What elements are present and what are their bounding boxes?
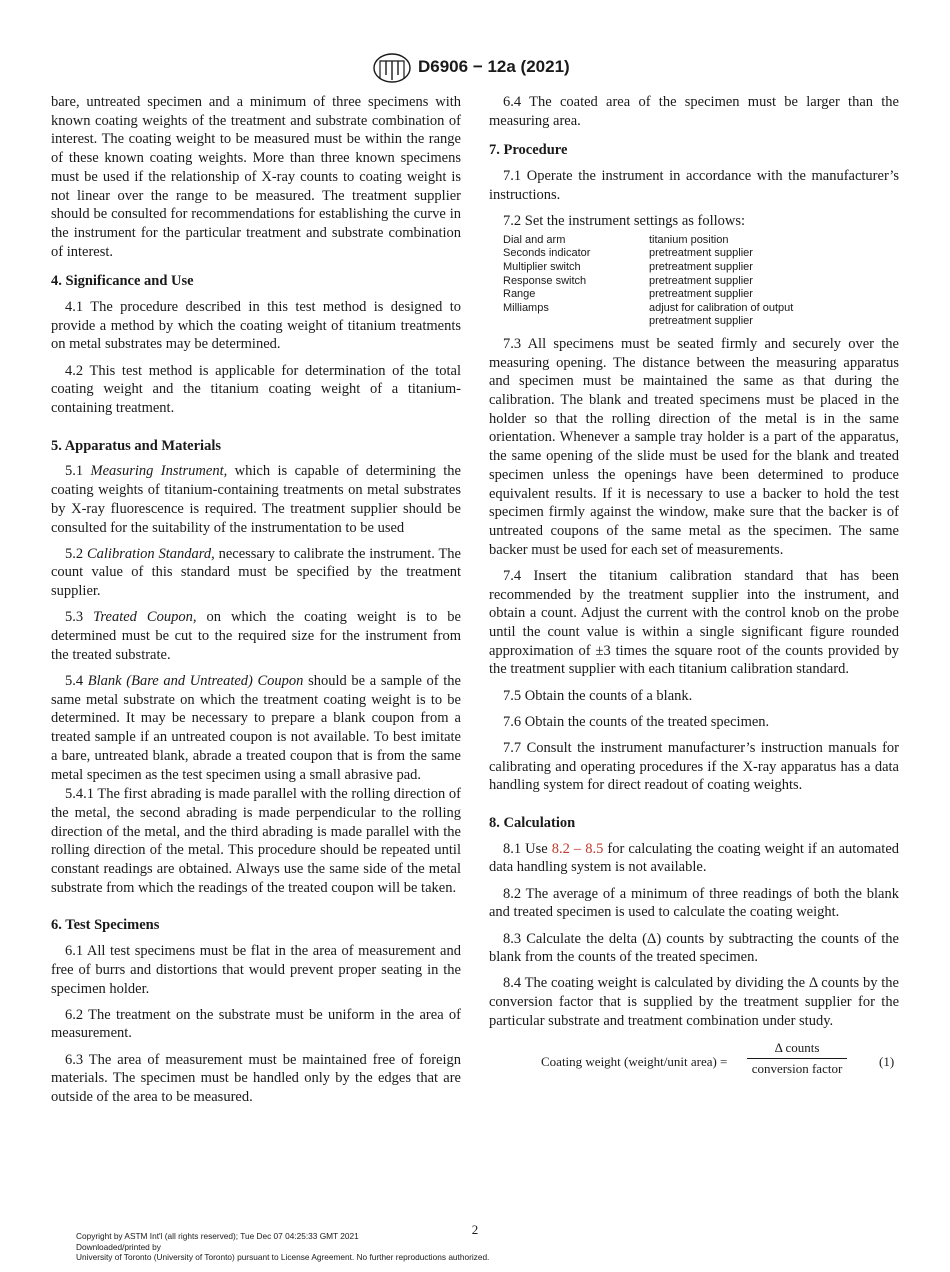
table-row: Dial and arm titanium position — [503, 233, 729, 246]
copyright-footer — [76, 1231, 489, 1263]
paragraph-6-2: 6.2 The treatment on the substrate must be uniform in the area of measurement. — [51, 1006, 461, 1042]
instrument-settings-table — [503, 234, 833, 329]
left-column — [51, 93, 461, 1114]
paragraph-4-1: 4.1 The procedure described in this test method is designed to provide a method by which the coating weight of titanium treatments on metal substrates may be determined. — [51, 299, 461, 353]
right-column — [489, 93, 899, 1079]
equation-denominator: conversion factor — [751, 1061, 843, 1077]
paragraph-5-4: 5.4 Blank (Bare and Untreated) Coupon should be a sample of the same metal substrate on which the treatment coating weight is to be determined. It may be necessary to prepare a blank coupon from a treated sample if an untreated coupon is not available. To best imitate a bare, untreated blank, abrade a treated coupon that is from the same metal specimen as the test specimen using a small abrasive pad. — [51, 672, 461, 783]
table-row: Seconds indicator pretreatment supplier — [503, 247, 753, 260]
section-4-title: 4. Significance and Use — [51, 273, 194, 290]
page-header — [0, 52, 950, 86]
paragraph-5-1: 5.1 Measuring Instrument, which is capable of determining the coating weights of titanium-containing treatments on metal substrates by X-ray fluorescence is required. The treatment supplier should be consulted for the suitability of the instrumentation to be used — [51, 463, 461, 536]
section-5-title: 5. Apparatus and Materials — [51, 437, 221, 454]
paragraph-5-3: 5.3 Treated Coupon, on which the coating weight is to be determined must be cut to the required size for the instrument from the treated substrate. — [51, 609, 461, 663]
section-reference-link[interactable]: 8.2 – 8.5 — [551, 840, 604, 857]
equation-numerator: Δ counts — [747, 1039, 847, 1060]
footer-line-downloaded: Downloaded/printed by — [76, 1241, 161, 1252]
paragraph-8-4: 8.4 The coating weight is calculated by dividing the Δ counts by the conversion factor that is supplied by the treatment supplier for the particular substrate and treatment combination under study. — [489, 975, 899, 1029]
paragraph-5-2: 5.2 Calibration Standard, necessary to calibrate the instrument. The count value of this standard must be specified by the treatment supplier. — [51, 545, 461, 600]
table-row: pretreatment supplier — [649, 315, 753, 328]
table-row: Response switch pretreatment supplier — [503, 274, 753, 287]
paragraph-8-1: 8.1 Use 8.2 – 8.5 for calculating the coating weight if an automated data handling system is not available. — [489, 840, 900, 876]
astm-logo-icon — [372, 52, 412, 84]
page-number: 2 — [471, 1222, 479, 1237]
paragraph-7-5: 7.5 Obtain the counts of a blank. — [503, 687, 693, 704]
footer-line-copyright: Copyright by ASTM Int'l (all rights reserved); Tue Dec 07 04:25:33 GMT 2021 — [76, 1231, 359, 1241]
table-row: Range pretreatment supplier — [503, 288, 753, 301]
paragraph-7-4: 7.4 Insert the titanium calibration standard that has been recommended by the treatment supplier into the instrument, and obtain a count. Adjust the current with the control knob on the probe until the count value is within a single significant figure rounded approximation of ±3 times the square root of the counts provided by the treatment supplier with each titanium calibration standard. — [489, 567, 899, 678]
paragraph-7-3: 7.3 All specimens must be seated firmly and securely over the measuring opening. The distance between the measuring apparatus and specimen must be maintained the same as that during the calibration. The blank and treated specimens must be placed in the holder so that the rolling direction of the metal is in the same orientation. Whenever a sample tray holder is a part of the apparatus, the same opening of the slide must be used for the blank and treated specimen unless the openings have been determined to produce equivalent results. If it is necessary to use a backer to hold the test specimen firmly against the window, make sure that the backer is of untreated coupons of the same metal as the specimen. The same backer must be used for each set of measurements. — [489, 335, 899, 558]
paragraph-4-2: 4.2 This test method is applicable for determination of the total coating weight and the titanium coating weight of a titanium-containing treatment. — [51, 362, 461, 417]
footer-line-license: University of Toronto (University of Toronto) pursuant to License Agreement. No further reproductions authorized. — [76, 1252, 490, 1263]
paragraph-6-1: 6.1 All test specimens must be flat in the area of measurement and free of burrs and distortions that would prevent proper seating in the specimen holder. — [51, 943, 461, 997]
section-7-title: 7. Procedure — [489, 142, 568, 159]
paragraph-7-1: 7.1 Operate the instrument in accordance with the manufacturer’s instructions. — [489, 168, 899, 203]
equation-lhs: Coating weight (weight/unit area) = — [541, 1053, 728, 1069]
section-8-title: 8. Calculation — [489, 815, 576, 832]
paragraph-8-2: 8.2 The average of a minimum of three readings of both the blank and treated specimen is used to calculate the coating weight. — [489, 885, 899, 921]
paragraph-7-7: 7.7 Consult the instrument manufacturer’s instruction manuals for calibrating and operating procedures if the X-ray apparatus has a data handling system for direct readout of coating weights. — [489, 739, 899, 794]
table-row: Milliamps adjust for calibration of output — [503, 301, 794, 314]
paragraph-5-4-1: 5.4.1 The first abrading is made parallel with the rolling direction of the metal, the second abrading is made perpendicular to the rolling direction of the metal, and the third abrading is made parallel with the rolling direction of the metal. This procedure should be repeated until constant readings are obtained. Always use the same side of the metal substrate from which the readings of the treated coupon will be taken. — [51, 786, 461, 896]
equation-1 — [489, 1039, 899, 1079]
paragraph-7-6: 7.6 Obtain the counts of the treated specimen. — [503, 713, 770, 730]
section-6-title: 6. Test Specimens — [51, 917, 160, 934]
paragraph-8-3: 8.3 Calculate the delta (Δ) counts by subtracting the counts of the blank from the counts of the treated specimen. — [489, 930, 899, 966]
paragraph-6-4: 6.4 The coated area of the specimen must be larger than the measuring area. — [489, 94, 899, 129]
document-id: D6906 − 12a (2021) — [418, 57, 570, 76]
equation-number: (1) — [879, 1053, 895, 1069]
paragraph-7-2: 7.2 Set the instrument settings as follows: — [503, 213, 746, 230]
paragraph-continued: bare, untreated specimen and a minimum of three specimens with known coating weights of the treatment and substrate combination of interest. The coating weight to be measured must be within the range of these known coating weights. More than three known specimens must be used if the relationship of X-ray counts to coating weight is not linear over the range to be measured. The treatment supplier should be consulted for recommendations for establishing the curve in the instrument for the particular treatment and substrate combination of interest. — [51, 94, 461, 260]
paragraph-6-3: 6.3 The area of measurement must be maintained free of foreign materials. The specimen must be handled only by the edges that are outside of the area to be measured. — [51, 1051, 461, 1106]
equation-fraction — [747, 1039, 847, 1079]
table-row: Multiplier switch pretreatment supplier — [503, 260, 753, 273]
